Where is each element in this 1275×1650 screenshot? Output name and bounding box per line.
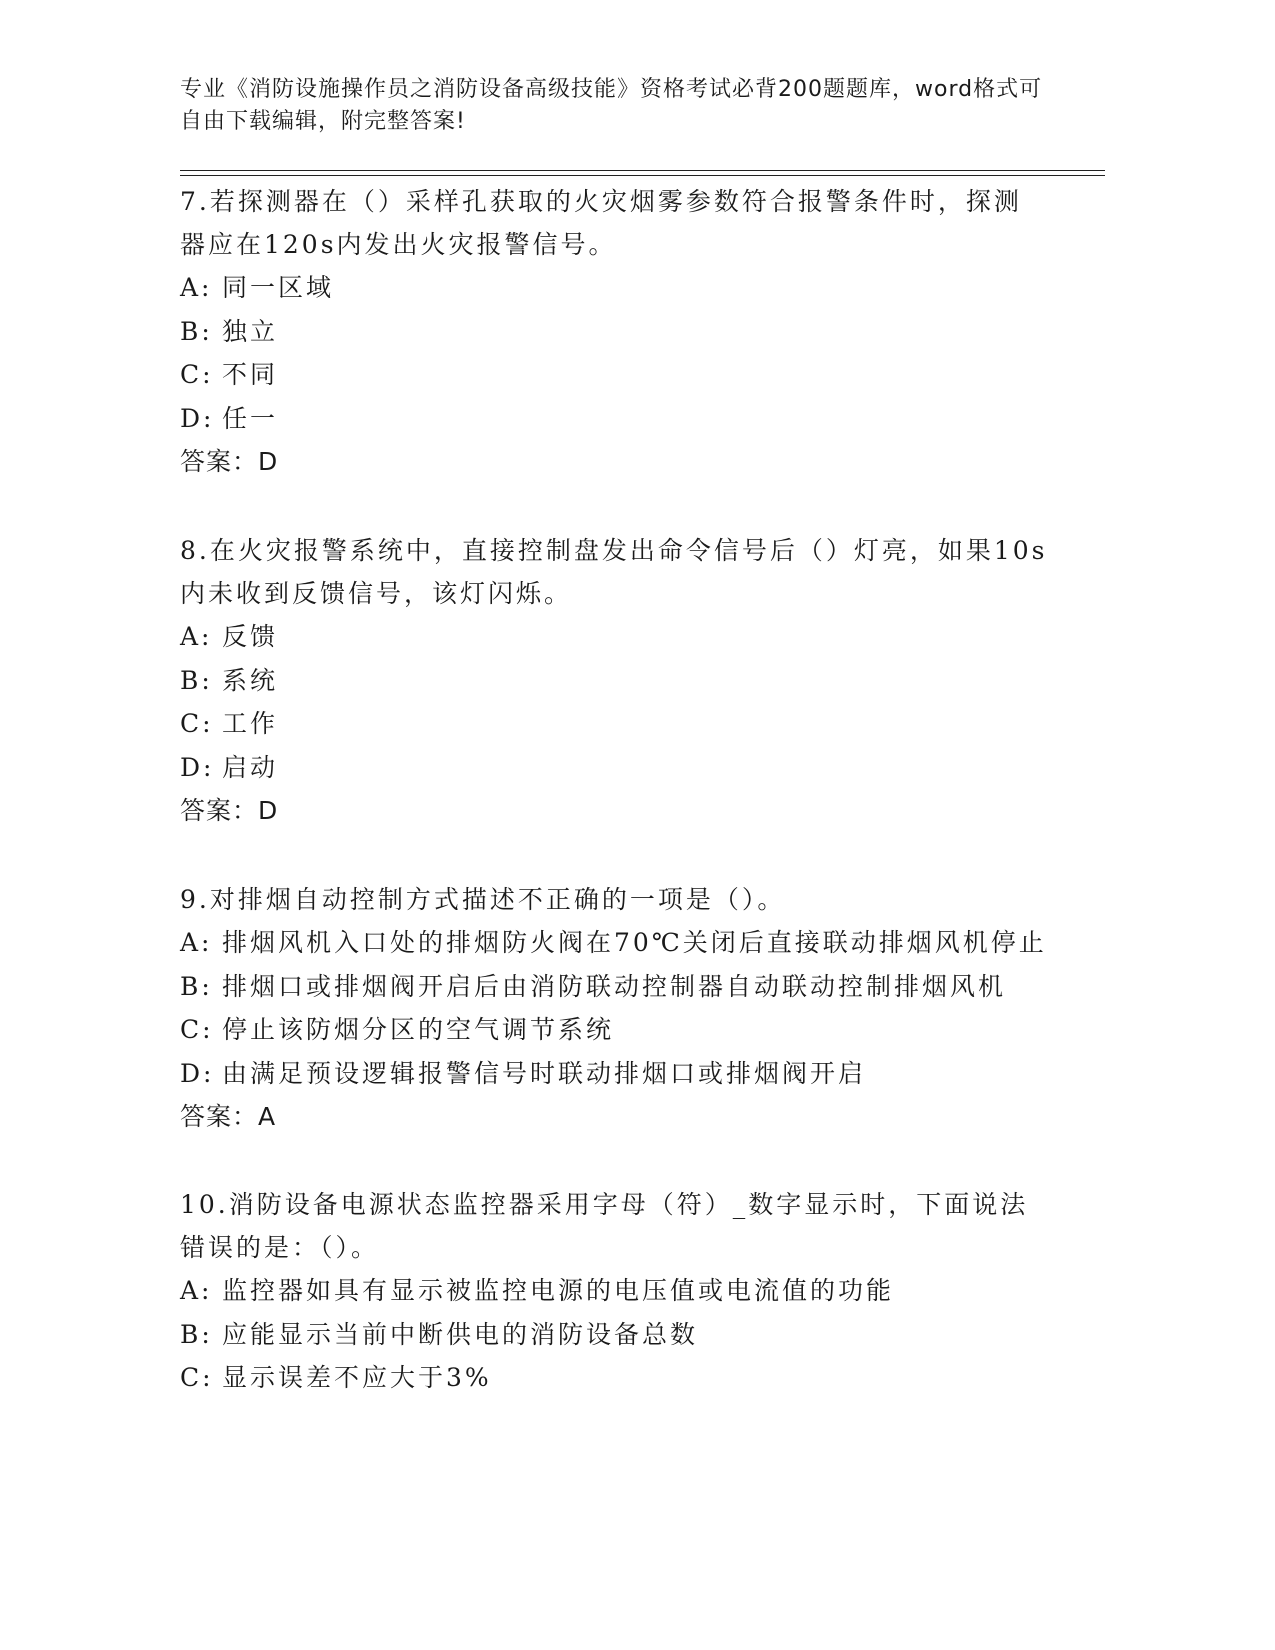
answer: 答案：A — [180, 1102, 277, 1131]
option-d — [180, 1052, 1060, 1096]
option-d — [180, 746, 1060, 790]
question-stem — [180, 1183, 1060, 1269]
option-text: 反馈 — [222, 622, 279, 651]
option-letter: B: — [180, 316, 213, 346]
option-letter: A: — [180, 273, 213, 302]
header-rule-top — [180, 170, 1105, 171]
answer: 答案：D — [180, 796, 279, 825]
option-text: 监控器如具有显示被监控电源的电压值或电流值的功能 — [222, 1276, 895, 1305]
option-text: 同一区域 — [222, 273, 335, 302]
question-stem-line: 8.在火灾报警系统中，直接控制盘发出命令信号后（）灯亮，如果10s — [180, 536, 1048, 565]
option-a — [180, 615, 1060, 659]
option-c — [180, 1356, 1060, 1400]
option-letter: B: — [180, 665, 213, 695]
option-text: 启动 — [222, 752, 279, 782]
option-letter: B: — [180, 1319, 213, 1349]
option-a — [180, 266, 1060, 310]
option-text: 任一 — [222, 403, 279, 433]
question-stem — [180, 529, 1060, 615]
question-stem-line: 器应在120s内发出火灾报警信号。 — [180, 230, 617, 259]
option-a — [180, 1269, 1060, 1313]
question-stem-line: 9.对排烟自动控制方式描述不正确的一项是（）。 — [180, 885, 786, 914]
document-header: 专业《消防设施操作员之消防设备高级技能》资格考试必背200题题库，word格式可自由下载编辑，附完整答案! — [180, 77, 1043, 134]
option-letter: D: — [180, 752, 215, 782]
question-stem — [180, 180, 1060, 266]
option-text: 工作 — [222, 709, 279, 738]
question-stem — [180, 878, 1060, 921]
option-a — [180, 921, 1060, 965]
option-letter: D: — [180, 403, 215, 433]
question-10 — [180, 1183, 1060, 1400]
header-rule-bottom — [180, 175, 1105, 176]
option-letter: C: — [180, 709, 214, 738]
option-c — [180, 702, 1060, 746]
option-text: 不同 — [222, 360, 279, 389]
question-stem-line: 10.消防设备电源状态监控器采用字母（符）_数字显示时，下面说法 — [180, 1190, 1029, 1219]
option-text: 排烟口或排烟阀开启后由消防联动控制器自动联动控制排烟风机 — [222, 971, 1007, 1001]
option-letter: A: — [180, 928, 213, 957]
answer: 答案：D — [180, 447, 279, 476]
question-stem-line: 错误的是：（）。 — [180, 1233, 380, 1262]
option-text: 显示误差不应大于3% — [222, 1363, 492, 1392]
option-letter: D: — [180, 1058, 215, 1088]
option-letter: A: — [180, 1276, 213, 1305]
option-text: 排烟风机入口处的排烟防火阀在70℃关闭后直接联动排烟风机停止 — [222, 928, 1047, 957]
option-c — [180, 353, 1060, 397]
option-letter: B: — [180, 971, 213, 1001]
option-text: 应能显示当前中断供电的消防设备总数 — [222, 1319, 699, 1349]
option-letter: C: — [180, 1363, 214, 1392]
option-c — [180, 1008, 1060, 1052]
question-7 — [180, 180, 1060, 484]
question-8 — [180, 529, 1060, 833]
option-text: 停止该防烟分区的空气调节系统 — [222, 1015, 615, 1044]
question-stem-line: 内未收到反馈信号，该灯闪烁。 — [180, 579, 573, 608]
option-text: 系统 — [222, 665, 279, 695]
option-text: 独立 — [222, 316, 279, 346]
question-9 — [180, 878, 1060, 1139]
option-d — [180, 397, 1060, 441]
option-letter: C: — [180, 1015, 214, 1044]
option-letter: A: — [180, 622, 213, 651]
option-b — [180, 1313, 1060, 1357]
question-stem-line: 7.若探测器在（）采样孔获取的火灾烟雾参数符合报警条件时，探测 — [180, 187, 1022, 216]
option-b — [180, 310, 1060, 354]
option-letter: C: — [180, 360, 214, 389]
option-b — [180, 659, 1060, 703]
option-text: 由满足预设逻辑报警信号时联动排烟口或排烟阀开启 — [222, 1058, 867, 1088]
option-b — [180, 965, 1060, 1009]
